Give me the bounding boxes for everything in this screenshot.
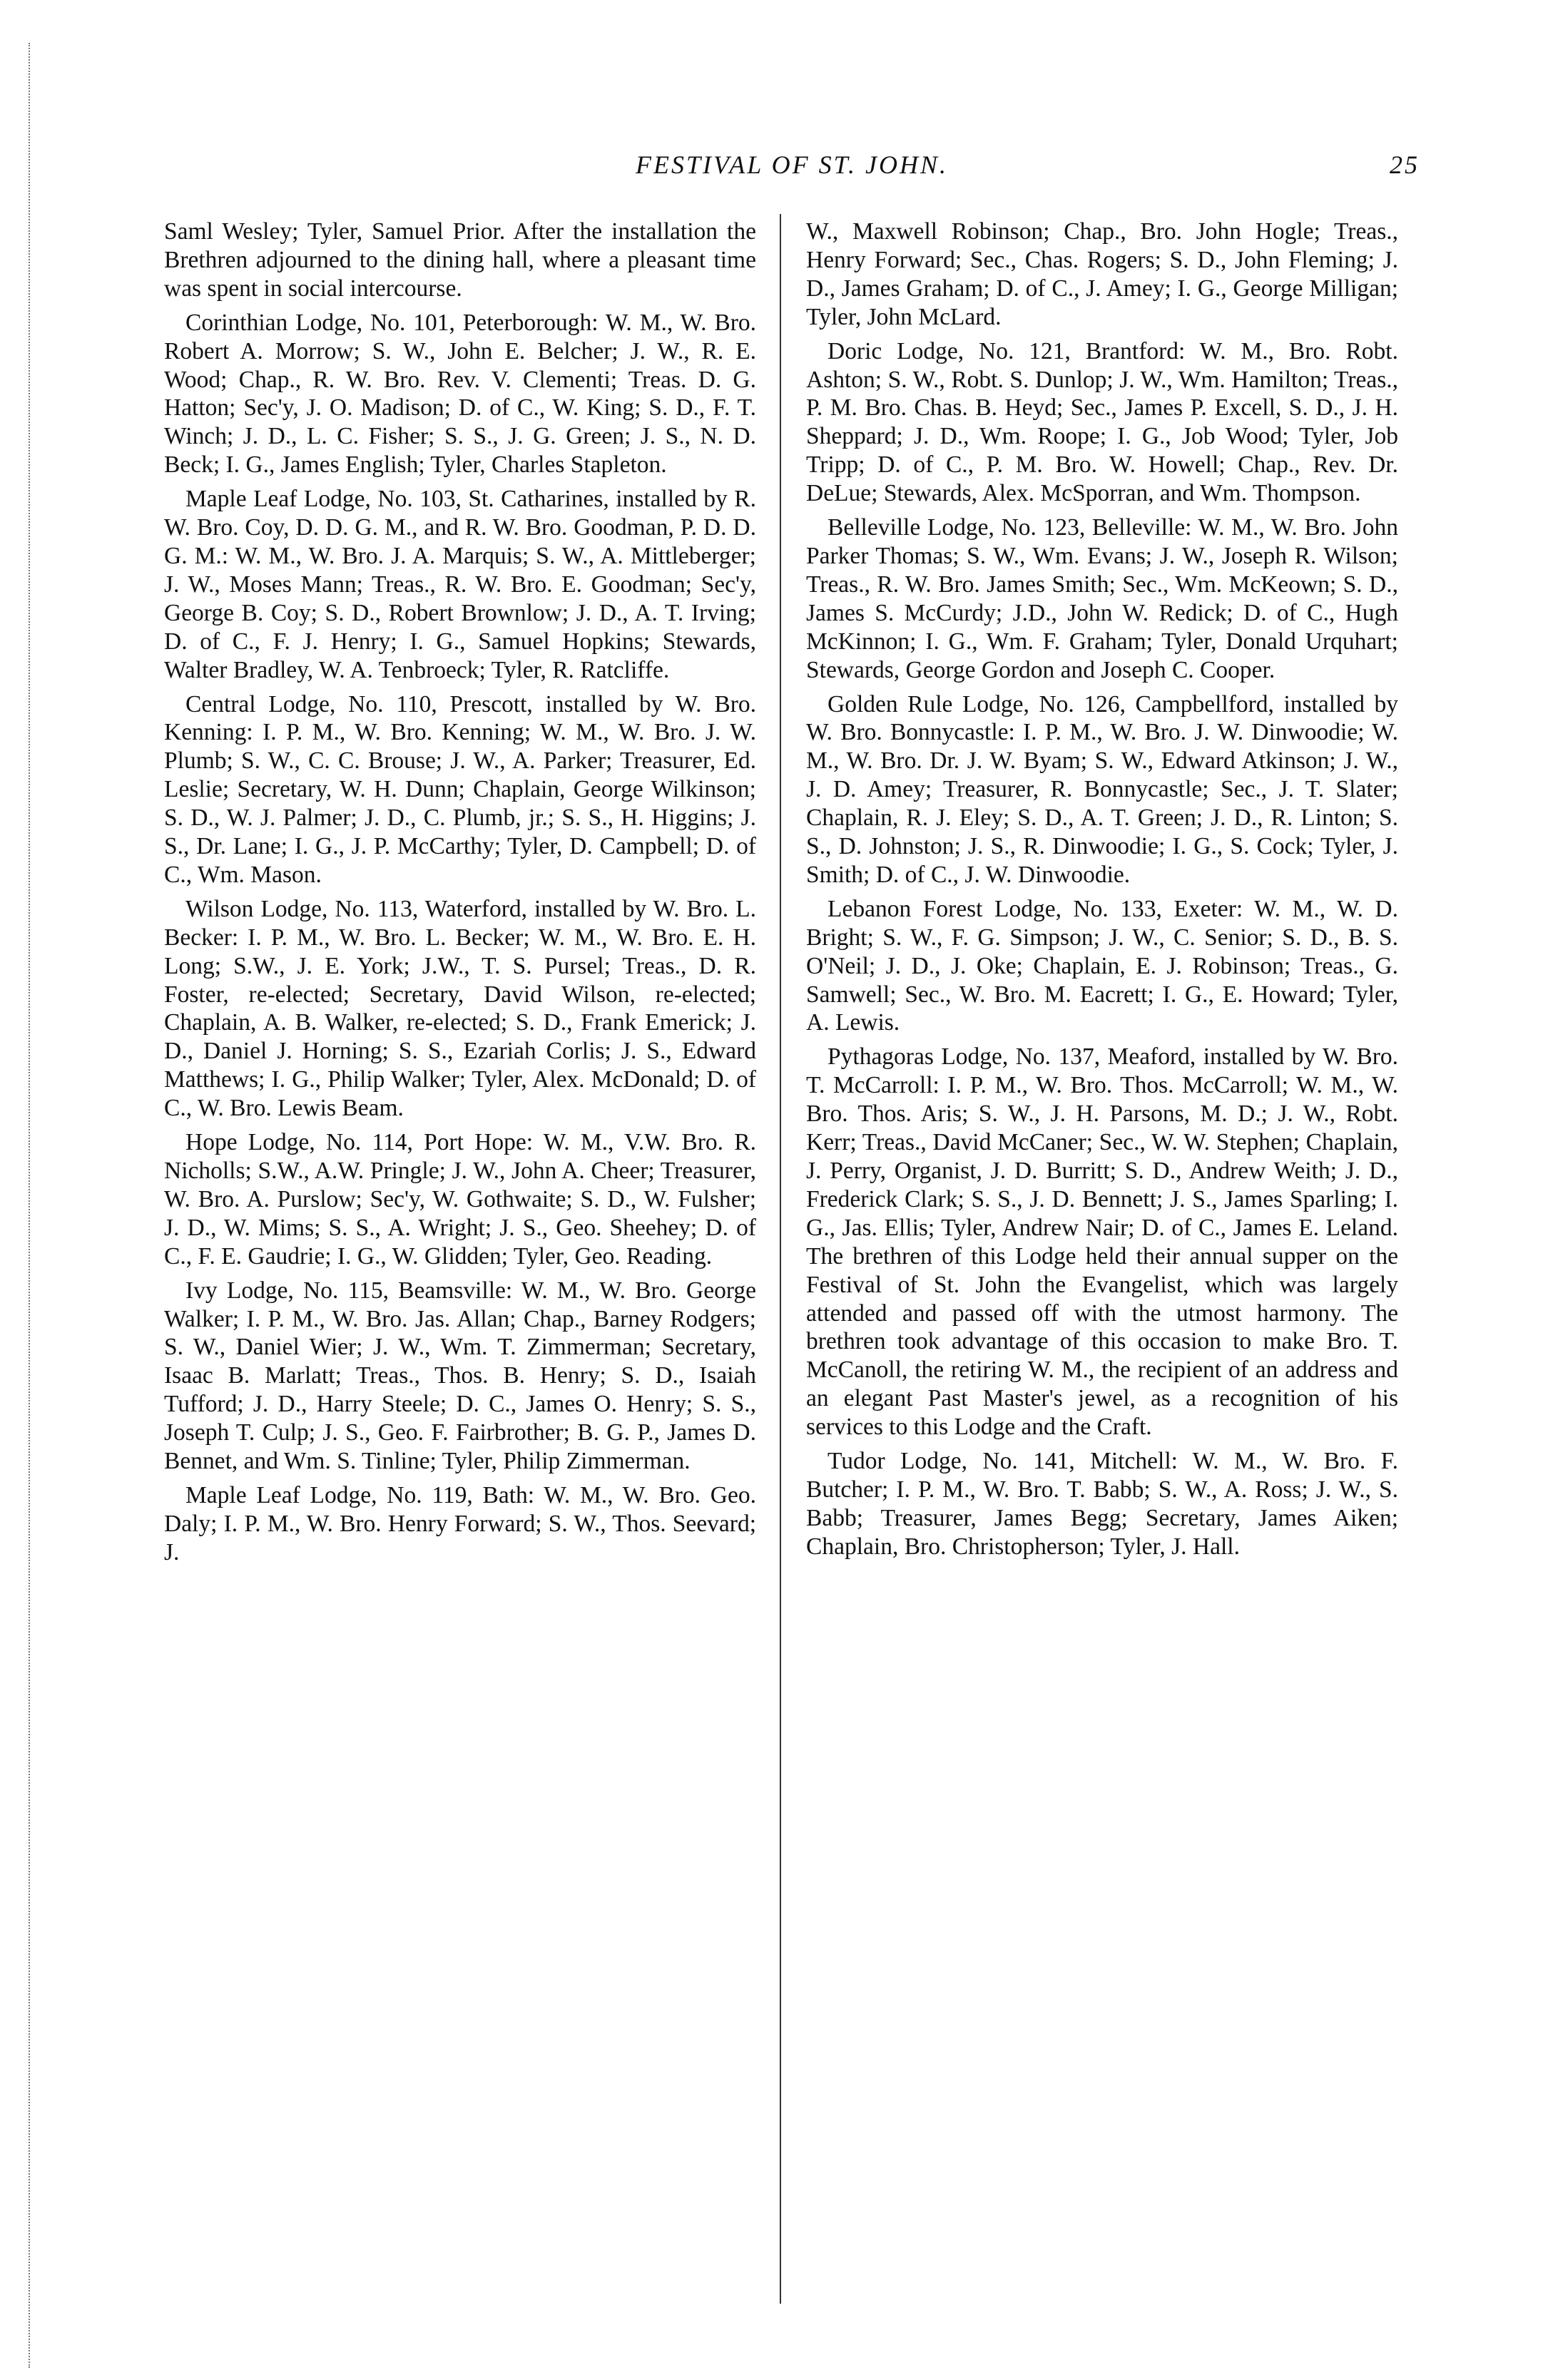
binding-edge (29, 43, 73, 2368)
column-divider (780, 214, 781, 2304)
paragraph-hope-lodge: Hope Lodge, No. 114, Port Hope: W. M., V.W. Bro. R. Nicholls; S.W., A.W. Pringle; J. W., John A. Cheer; Treasurer, W. Bro. A. Purslow; Sec'y, W. Gothwaite; S. D., W. Fulsher; J. D., W. Mims; S. S., A. Wright; J. S., Geo. Sheehey; D. of C., F. E. Gaudrie; I. G., W. Glidden; Tyler, Geo. Reading. (164, 1129, 756, 1270)
paragraph-corinthian-lodge: Corinthian Lodge, No. 101, Peterborough: W. M., W. Bro. Robert A. Morrow; S. W., John E. Belcher; J. W., R. E. Wood; Chap., R. W. Bro. Rev. V. Clementi; Treas. D. G. Hatton; Sec'y, J. O. Madison; D. of C., W. King; S. D., F. T. Winch; J. D., L. C. Fisher; S. S., J. G. Green; J. S., N. D. Beck; I. G., James English; Tyler, Charles Stapleton. (164, 309, 756, 479)
paragraph-continuation: W., Maxwell Robinson; Chap., Bro. John Hogle; Treas., Henry Forward; Sec., Chas. Rogers; S. D., John Fleming; J. D., James Graham; D. of C., J. Amey; I. G., George Milligan; Tyler, John McLard. (806, 218, 1398, 330)
paragraph-tudor-lodge: Tudor Lodge, No. 141, Mitchell: W. M., W. Bro. F. Butcher; I. P. M., W. Bro. T. Babb; S. W., A. Ross; J. W., S. Babb; Treasurer, James Begg; Secretary, James Aiken; Chaplain, Bro. Christopherson; Tyler, J. Hall. (806, 1448, 1398, 1560)
running-header (164, 150, 1420, 193)
paragraph-ivy-lodge: Ivy Lodge, No. 115, Beamsville: W. M., W. Bro. George Walker; I. P. M., W. Bro. Jas. Allan; Chap., Barney Rodgers; S. W., Daniel Wier; J. W., Wm. T. Zimmerman; Secretary, Isaac B. Marlatt; Treas., Thos. B. Henry; S. D., Isaiah Tufford; J. D., Harry Steele; D. C., James O. Henry; S. S., Joseph T. Culp; J. S., Geo. F. Fairbrother; B. G. P., James D. Bennet, and Wm. S. Tinline; Tyler, Philip Zimmerman. (164, 1277, 756, 1475)
paragraph-continuation: Saml Wesley; Tyler, Samuel Prior. After the installation the Brethren adjourned to the dining hall, where a pleasant time was spent in social intercourse. (164, 218, 756, 302)
paragraph-maple-leaf-lodge-119: Maple Leaf Lodge, No. 119, Bath: W. M., W. Bro. Geo. Daly; I. P. M., W. Bro. Henry Forward; S. W., Thos. Seevard; J. (164, 1481, 756, 1566)
paragraph-belleville-lodge: Belleville Lodge, No. 123, Belleville: W. M., W. Bro. John Parker Thomas; S. W., Wm. Evans; J. W., Joseph R. Wilson; Treas., R. W. Bro. James Smith; Sec., Wm. McKeown; S. D., James S. McCurdy; J.D., John W. Redick; D. of C., Hugh McKinnon; I. G., Wm. F. Graham; Tyler, Donald Urquhart; Stewards, George Gordon and Joseph C. Cooper. (806, 514, 1398, 683)
paragraph-wilson-lodge: Wilson Lodge, No. 113, Waterford, installed by W. Bro. L. Becker: I. P. M., W. Bro. L. Becker; W. M., W. Bro. E. H. Long; S.W., J. E. York; J.W., T. S. Pursel; Treas., D. R. Foster, re-elected; Secretary, David Wilson, re-elected; Chaplain, A. B. Walker, re-elected; S. D., Frank Emerick; J. D., Daniel J. Horning; S. S., Ezariah Corlis; J. S., Edward Matthews; I. G., Philip Walker; Tyler, Alex. McDonald; D. of C., W. Bro. Lewis Beam. (164, 895, 756, 1122)
right-column (806, 218, 1398, 2343)
paragraph-golden-rule-lodge: Golden Rule Lodge, No. 126, Campbellford, installed by W. Bro. Bonnycastle: I. P. M., W. Bro. J. W. Dinwoodie; W. M., W. Bro. Dr. J. W. Byam; S. W., Edward Atkinson; J. W., J. D. Amey; Treasurer, R. Bonnycastle; Sec., J. T. Slater; Chaplain, R. J. Eley; S. D., A. T. Green; J. D., R. Linton; S. S., D. Johnston; J. S., R. Dinwoodie; I. G., S. Cock; Tyler, J. Smith; D. of C., J. W. Dinwoodie. (806, 690, 1398, 888)
paragraph-central-lodge: Central Lodge, No. 110, Prescott, installed by W. Bro. Kenning: I. P. M., W. Bro. Kenning; W. M., W. Bro. J. W. Plumb; S. W., C. C. Brouse; J. W., A. Parker; Treasurer, Ed. Leslie; Secretary, W. H. Dunn; Chaplain, George Wilkinson; S. D., W. J. Palmer; J. D., C. Plumb, jr.; S. S., H. Higgins; J. S., Dr. Lane; I. G., J. P. McCarthy; Tyler, D. Campbell; D. of C., Wm. Mason. (164, 690, 756, 888)
running-title: FESTIVAL OF ST. JOHN. (636, 150, 948, 179)
page-number: 25 (1390, 150, 1420, 179)
left-column (164, 218, 756, 2343)
paragraph-lebanon-forest-lodge: Lebanon Forest Lodge, No. 133, Exeter: W. M., W. D. Bright; S. W., F. G. Simpson; J. W., C. Senior; S. D., B. S. O'Neil; J. D., J. Oke; Chaplain, E. J. Robinson; Treas., G. Samwell; Sec., W. Bro. M. Eacrett; I. G., E. Howard; Tyler, A. Lewis. (806, 895, 1398, 1036)
paragraph-pythagoras-lodge: Pythagoras Lodge, No. 137, Meaford, installed by W. Bro. T. McCarroll: I. P. M., W. Bro. Thos. McCarroll; W. M., W. Bro. Thos. Aris; S. W., J. H. Parsons, M. D.; J. W., Robt. Kerr; Treas., David McCaner; Sec., W. W. Stephen; Chaplain, J. Perry, Organist, J. D. Burritt; S. D., Andrew Weith; J. D., Frederick Clark; S. S., J. D. Bennett; J. S., James Sparling; I. G., Jas. Ellis; Tyler, Andrew Nair; D. of C., James E. Leland. The brethren of this Lodge held their annual supper on the Festival of St. John the Evangelist, which was largely attended and passed off with the utmost harmony. The brethren took advantage of this occasion to make Bro. T. McCanoll, the retiring W. M., the recipient of an address and an elegant Past Master's jewel, as a recognition of his services to this Lodge and the Craft. (806, 1043, 1398, 1441)
paragraph-maple-leaf-lodge-103: Maple Leaf Lodge, No. 103, St. Catharines, installed by R. W. Bro. Coy, D. D. G. M., and R. W. Bro. Goodman, P. D. D. G. M.: W. M., W. Bro. J. A. Marquis; S. W., A. Mittleberger; J. W., Moses Mann; Treas., R. W. Bro. E. Goodman; Sec'y, George B. Coy; S. D., Robert Brownlow; J. D., A. T. Irving; D. of C., F. J. Henry; I. G., Samuel Hopkins; Stewards, Walter Bradley, W. A. Tenbroeck; Tyler, R. Ratcliffe. (164, 486, 756, 683)
paragraph-doric-lodge: Doric Lodge, No. 121, Brantford: W. M., Bro. Robt. Ashton; S. W., Robt. S. Dunlop; J. W., Wm. Hamilton; Treas., P. M. Bro. Chas. B. Heyd; Sec., James P. Excell, S. D., J. H. Sheppard; J. D., Wm. Roope; I. G., Job Wood; Tyler, Job Tripp; D. of C., P. M. Bro. W. Howell; Chap., Rev. Dr. DeLue; Stewards, Alex. McSporran, and Wm. Thompson. (806, 337, 1398, 507)
